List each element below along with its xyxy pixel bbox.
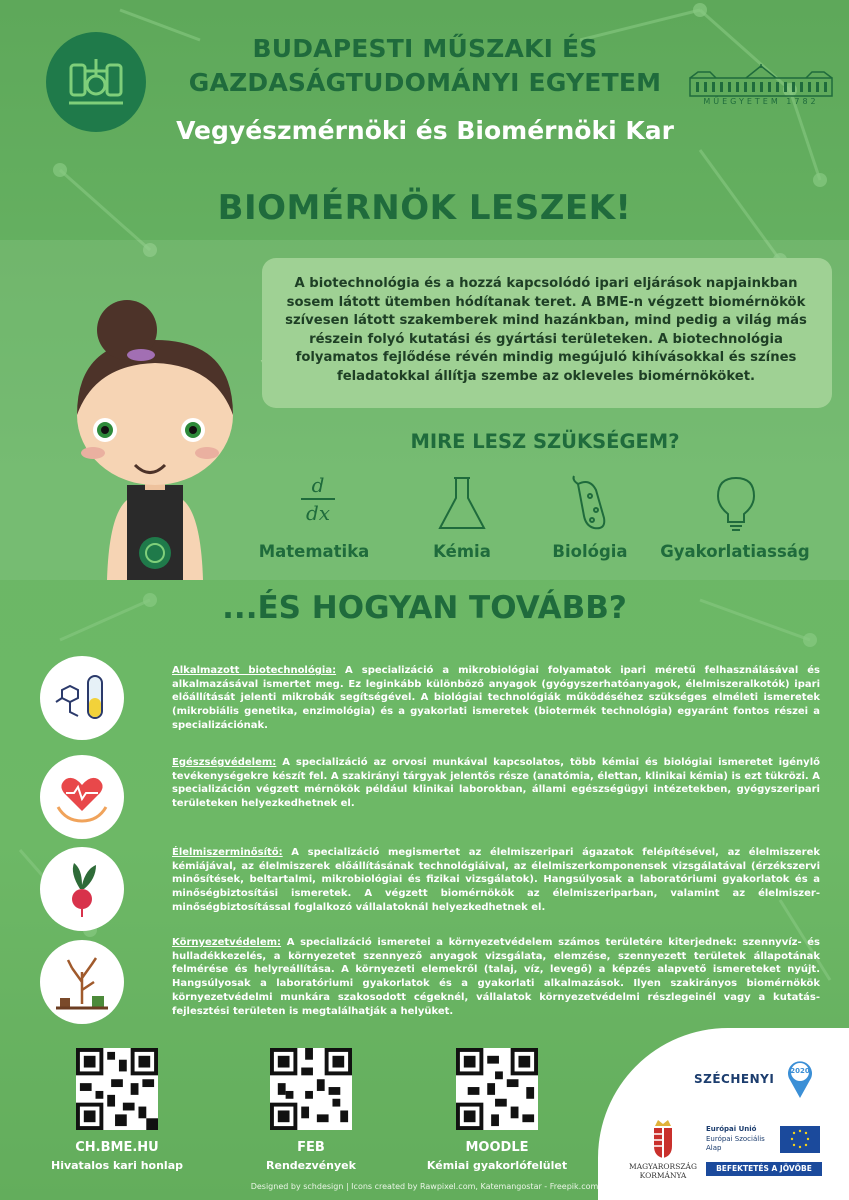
gov-label: MAGYARORSZÁG KORMÁNYA (629, 1162, 697, 1180)
spec-description: A specializáció a mikrobiológiai folyamatok ipari méretű felhasználásával és alkalmazásával ismertet meg. Ez leginkább különböző anyagok (gyógyszerhatóanyagok, élelmiszeralkotók) ipari előállítását jelenti mikrobák segítségével. A biológiai technológiák működéséhez szükséges elméleti ismeretek (mikrobiális genetika, enzimológia) és a gyakorlati ismeretek (biotermék technológia) egyaránt fontos részei a specializációnak. (172, 665, 820, 731)
eu-line-1: Európai Unió (706, 1125, 757, 1133)
faculty-logo (46, 32, 146, 132)
university-line-2: GAZDASÁGTUDOMÁNYI EGYETEM (188, 68, 662, 97)
faculty-name: Vegyészmérnöki és Biomérnöki Kar (176, 116, 674, 145)
eu-slogan: BEFEKTETÉS A JÖVŐBE (706, 1162, 822, 1176)
qr-code-moodle[interactable] (456, 1048, 538, 1130)
needs-title: MIRE LESZ SZÜKSÉGEM? (410, 430, 680, 453)
girl-illustration (55, 285, 255, 580)
eu-flag-icon (780, 1126, 820, 1153)
hungary-crest-icon (640, 1120, 686, 1160)
dead-tree-icon (40, 940, 124, 1024)
credits: Designed by schdesign | Icons created by Rawpixel.com, Katemangostar - Freepik.com (250, 1182, 599, 1191)
university-line-1: BUDAPESTI MŰSZAKI ÉS (252, 34, 598, 63)
spec-description: A specializáció az orvosi munkával kapcsolatos, több kémiai és biológiai ismeretet igénylő tevékenységekre készít fel. A szakirányi tárgyak jelentős része (anatómia, élettan, klinikai kémia) is ezt tükrözi. A specializáción végzett mérnökök például klinikai laborokban, állami egészségügyi intézetekben, gyógyszeripari területeken helyezkedhetnek el. (172, 757, 820, 810)
link-title-chbme[interactable]: CH.BME.HU (75, 1140, 159, 1155)
spec-applied-biotech (172, 664, 820, 733)
spec-name: Alkalmazott biotechnológia: (172, 665, 337, 676)
building-illustration (686, 64, 836, 114)
spec-food-quality (172, 846, 820, 915)
link-title-feb[interactable]: FEB (297, 1140, 325, 1155)
spec-environment (172, 936, 820, 1018)
molecule-testtube-icon (40, 656, 124, 740)
need-label-practicality: Gyakorlatiasság (660, 542, 810, 561)
spec-name: Környezetvédelem: (172, 937, 282, 948)
heart-hands-icon (40, 755, 124, 839)
need-label-chemistry: Kémia (433, 542, 491, 561)
derivative-denominator: dx (305, 501, 331, 525)
derivative-icon (288, 474, 348, 534)
university-name (170, 32, 680, 100)
fraction-bar (301, 498, 335, 500)
szechenyi-label: SZÉCHENYI (694, 1072, 775, 1086)
spec-description: A specializáció ismeretei a környezetvédelem számos területére kiterjednek: szennyvíz- és hulladékkezelés, a környezetet szennyező anyagok vizsgálata, elemzése, szennyezett területek állapotának felmérése és helyreállítása. A környezeti elemekről (talaj, víz, levegő) a képzés alapvető ismereteket nyújt. Hangsúlyosak a laboratóriumi gyakorlatok és a gyakorlati alkalmazások. Ilyen szakirányos biomérnökök környezetvédelmi munkára szakosodott cégeknél, vállalatok környezetvédelmi részlegeinél vagy a kutatás-fejlesztési területen is megtalálhatják a helyüket. (172, 937, 820, 1017)
szechenyi-year: 2020 (790, 1067, 810, 1075)
spec-description: A specializáció megismertet az élelmiszeripari ágazatok felépítésével, az élelmiszerek kémiájával, az élelmiszerek előállításának technológiáival, az élelmiszerkomponensek vizsgálatával (érzékszervi minősítések, beltartalmi, mikrobiológiai és fizikai vizsgálatok). Hangsúlyosak a laboratóriumi gyakorlatok és a minőségbiztosítási ismeretek. A végzett biomérnökök az élelmiszeriparban, valamint az élelmiszer-minőségbiztosítással foglalkozó vállalatoknál helyezkedhetnek el. (172, 847, 820, 913)
qr-code-feb[interactable] (270, 1048, 352, 1130)
link-subtitle-feb: Rendezvények (266, 1159, 356, 1172)
intro-text: A biotechnológia és a hozzá kapcsolódó ipari eljárások napjainkban sosem látott ütemben hódítanak teret. A BME-n végzett biomérnökök szívesen látott szakemberek mind hazánkban, mind pedig a világ más részein folyó kutatási és gyártási területeken. A biotechnológia folyamatos fejlődése révén mindig megújuló kihívásokkal és színes feladatokkal állítja szembe az okleveles biomérnököket. (285, 276, 807, 384)
lab-apparatus-icon (61, 47, 131, 117)
eu-line-2: Európai Szociális Alap (706, 1134, 765, 1152)
szechenyi-pin-icon (786, 1058, 814, 1098)
bacterium-icon (560, 474, 620, 534)
building-caption: MŰEGYETEM 1782 (703, 97, 819, 106)
derivative-numerator: d (311, 473, 325, 497)
spec-name: Élelmiszerminősítő: (172, 847, 283, 858)
qr-code-chbme[interactable] (76, 1048, 158, 1130)
radish-icon (40, 847, 124, 931)
spec-name: Egészségvédelem: (172, 757, 277, 768)
spec-health (172, 756, 820, 811)
flask-icon (432, 474, 492, 534)
lightbulb-icon (706, 474, 766, 534)
need-label-biology: Biológia (552, 542, 628, 561)
link-title-moodle[interactable]: MOODLE (465, 1140, 529, 1155)
eu-text (706, 1125, 776, 1154)
link-subtitle-moodle: Kémiai gyakorlófelület (426, 1159, 568, 1172)
main-title: BIOMÉRNÖK LESZEK! (217, 188, 632, 228)
need-label-math: Matematika (258, 542, 370, 561)
link-subtitle-chbme: Hivatalos kari honlap (50, 1159, 183, 1172)
how-title: ...ÉS HOGYAN TOVÁBB? (222, 590, 627, 626)
